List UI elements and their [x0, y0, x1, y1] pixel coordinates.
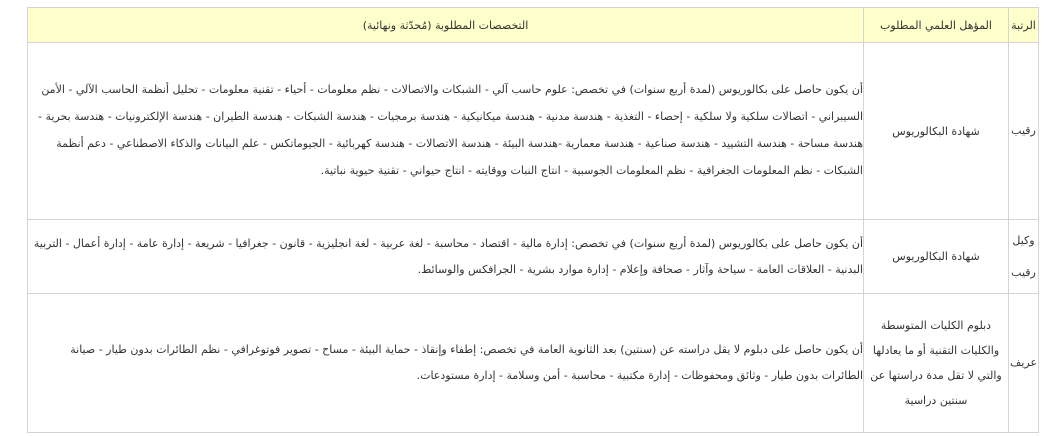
header-rank: الرتبة: [1009, 8, 1039, 43]
table-row: [28, 294, 1039, 433]
requirements-table: [27, 7, 1039, 433]
specializations-cell: أن يكون حاصل على دبلوم لا يقل دراسته عن (سنتين) بعد الثانوية العامة في تخصص: إطفاء وإنقاذ - حماية البيئة - مساح - تصوير فوتوغرافي - نظم الطائرات بدون طيار - صيانة الطائرات بدون طيار - وثائق ومحفوظات - إدارة مكتبية - محاسبة - أمن وسلامة - إدارة مستودعات.: [28, 294, 864, 433]
rank-cell: رقيب: [1009, 43, 1039, 220]
header-specializations: التخصصات المطلوبة (مُحدّثة ونهائية): [28, 8, 864, 43]
table-row: [28, 220, 1039, 294]
rank-cell: وكيل رقيب: [1009, 220, 1039, 294]
qualification-cell: دبلوم الكليات المتوسطة والكليات التقنية أو ما يعادلها والتي لا تقل مدة دراستها عن سنتين دراسية: [864, 294, 1009, 433]
table-row: [28, 43, 1039, 220]
rank-cell: عريف: [1009, 294, 1039, 433]
qualification-cell: شهادة البكالوريوس: [864, 220, 1009, 294]
header-qualification: المؤهل العلمي المطلوب: [864, 8, 1009, 43]
specializations-cell: أن يكون حاصل على بكالوريوس (لمدة أربع سنوات) في تخصص: إدارة مالية - اقتصاد - محاسبة - لغة عربية - لغة انجليزية - قانون - جغرافيا - شريعة - إدارة عامة - إدارة أعمال - التربية البدنية - العلاقات العامة - سياحة وآثار - صحافة وإعلام - إدارة موارد بشرية - الجرافكس والوسائط.: [28, 220, 864, 294]
specializations-cell: أن يكون حاصل على بكالوريوس (لمدة أربع سنوات) في تخصص: علوم حاسب آلي - الشبكات والاتصالات - نظم معلومات - أحياء - تقنية معلومات - تحليل أنظمة الحاسب الآلي - الأمن السيبراني - اتصالات سلكية ولا سلكية - إحصاء - التغذية - هندسة مدنية - هندسة ميكانيكية - هندسة برمجيات - هندسة الشبكات - هندسة الطيران - هندسة الإلكترونيات - هندسة بحرية - هندسة مساحة - هندسة التشييد - هندسة صناعية - هندسة معمارية -هندسة البيئة - هندسة الاتصالات - هندسة كهربائية - الجيوماتكس - علم البيانات والذكاء الاصطناعي - دعم أنظمة الشبكات - نظم المعلومات الجغرافية - نظم المعلومات الجوسبية - انتاج النبات ووقايته - انتاج حيواني - تقنية حيوية نباتية.: [28, 43, 864, 220]
table-header-row: [28, 8, 1039, 43]
qualification-cell: شهادة البكالوريوس: [864, 43, 1009, 220]
